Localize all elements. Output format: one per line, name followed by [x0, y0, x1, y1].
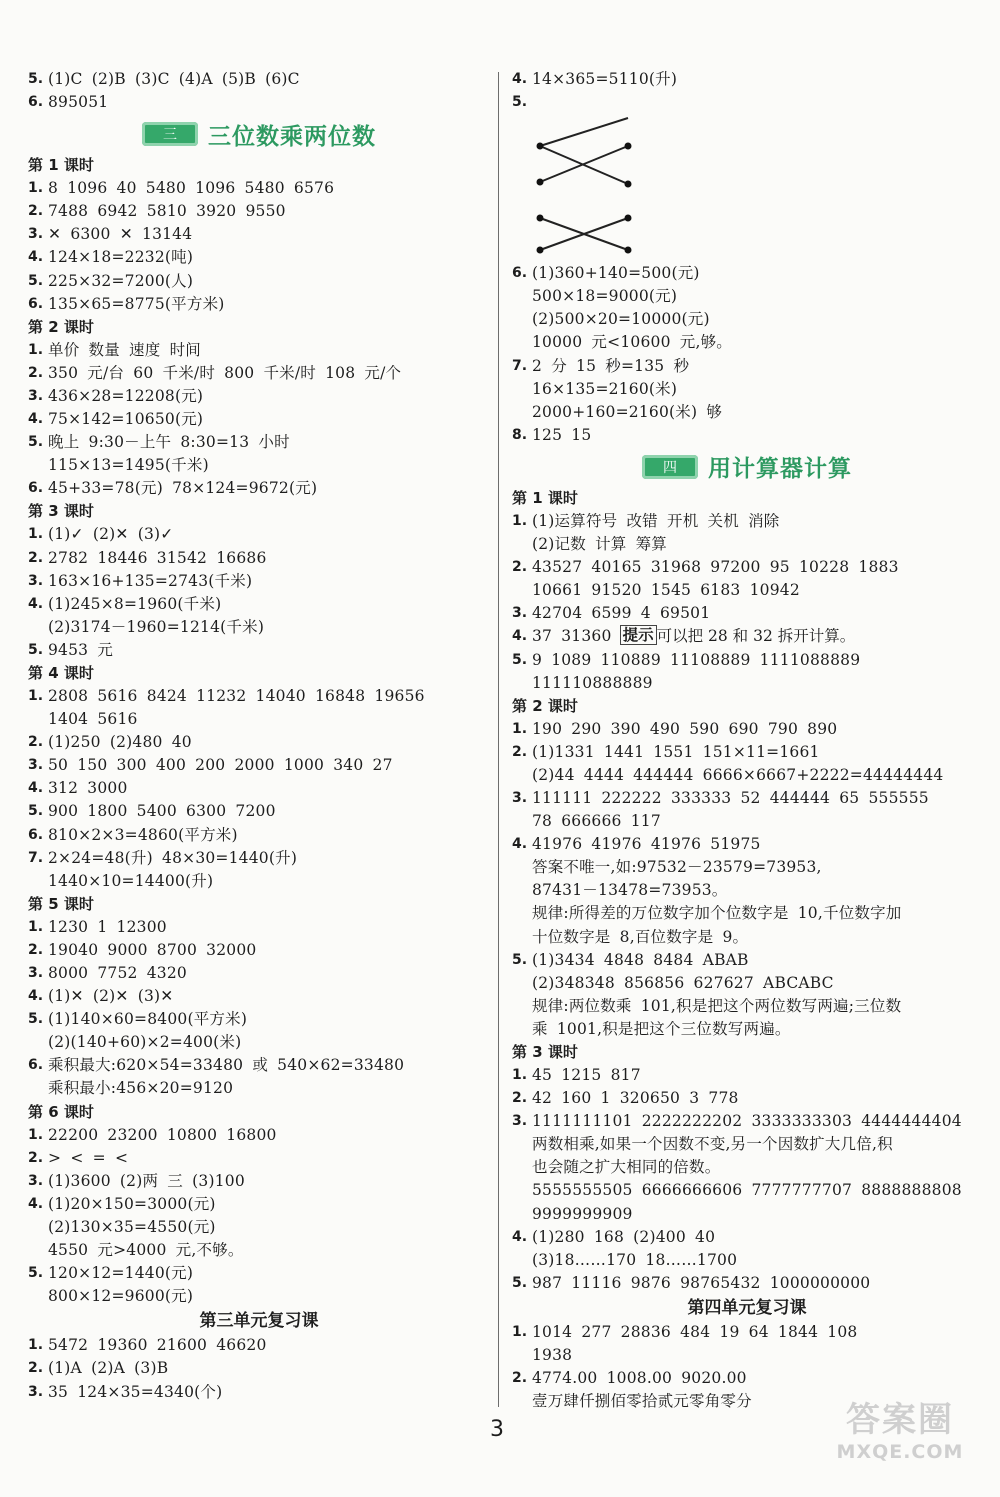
question-number: 5.	[512, 1274, 528, 1291]
question-number: 2.	[512, 1090, 528, 1107]
answer-row	[28, 1285, 490, 1308]
answer-text: 16×135=2160(米)	[532, 379, 678, 398]
answer-text: (1)245×8=1960(千米)	[48, 594, 222, 613]
answer-text: 45+33=78(元) 78×124=9672(元)	[48, 479, 318, 498]
watermark-url: MXQE.COM	[836, 1441, 964, 1463]
answer-row	[28, 1334, 490, 1357]
answer-text: (2)44 4444 444444 6666×6667+2222=44444444	[532, 765, 944, 784]
answer-text: 111110888889	[532, 673, 653, 692]
answer-row	[28, 593, 490, 616]
question-number: 1.	[512, 512, 528, 529]
answer-text: 120×12=1440(元)	[48, 1264, 194, 1283]
answer-row	[28, 523, 490, 546]
answer-row	[28, 824, 490, 847]
answer-row	[512, 68, 982, 91]
answer-row	[512, 602, 982, 625]
answer-text: 42704 6599 4 69501	[532, 604, 711, 623]
question-number: 4.	[28, 780, 44, 797]
answer-text: 895051	[48, 93, 109, 112]
answer-text: 8 1096 40 5480 1096 5480 6576	[48, 179, 335, 198]
watermark	[820, 1392, 980, 1482]
answer-text: 规律:所得差的万位数字加个位数字是 10,千位数字加	[532, 904, 902, 923]
answer-text: 10000 元<10600 元,够。	[532, 333, 732, 352]
question-number: 1.	[512, 720, 528, 737]
right-lessons	[512, 487, 982, 1295]
answer-row	[512, 285, 982, 308]
answer-text: (1)140×60=8400(平方米)	[48, 1010, 248, 1029]
answer-row	[28, 223, 490, 246]
question-number: 4.	[512, 1228, 528, 1245]
question-number: 5.	[512, 94, 528, 111]
lesson-heading: 第 6 课时	[28, 1102, 94, 1121]
answer-text: 78 666666 117	[532, 812, 661, 831]
answer-row	[28, 477, 490, 500]
answer-text: 50 150 300 400 200 2000 1000 340 27	[48, 756, 393, 775]
answer-text: (2)(140+60)×2=400(米)	[48, 1033, 242, 1052]
unit-3-title: 三位数乘两位数	[208, 123, 376, 150]
answer-row	[512, 556, 982, 579]
answer-row	[512, 972, 982, 995]
right-column	[512, 68, 982, 1413]
answer-text: (2)130×35=4550(元)	[48, 1217, 216, 1236]
question-number: 5.	[28, 803, 44, 820]
answer-text: 4774.00 1008.00 9020.00	[532, 1369, 747, 1388]
lesson-heading: 第 2 课时	[512, 696, 578, 715]
hint-tag: 提示	[620, 625, 657, 645]
question-number: 5.	[28, 1011, 44, 1028]
question-number: 2.	[512, 559, 528, 576]
answer-text: 单价 数量 速度 时间	[48, 340, 201, 359]
answer-text: 111111 222222 333333 52 444444 65 555555	[532, 788, 929, 807]
answer-row	[28, 962, 490, 985]
answer-text: 1938	[532, 1346, 573, 1365]
question-number: 1.	[28, 687, 44, 704]
answer-row	[28, 270, 490, 293]
answer-row	[512, 649, 982, 672]
answer-row	[512, 579, 982, 602]
answer-text: 2×24=48(升) 48×30=1440(升)	[48, 848, 298, 867]
hint-text: 可以把 28 和 32 拆开计算。	[656, 627, 856, 646]
question-number: 4.	[28, 411, 44, 428]
unit-3-badge: 三	[142, 122, 198, 146]
answer-text: 37 31360	[532, 627, 612, 646]
answer-row	[512, 926, 982, 949]
question-number: 4.	[28, 988, 44, 1005]
answer-text: 2000+160=2160(米) 够	[532, 402, 723, 421]
answer-row	[512, 1179, 982, 1202]
answer-text: 987 11116 9876 98765432 1000000000	[532, 1273, 871, 1292]
question-number: 3.	[512, 789, 528, 806]
lesson-heading: 第 3 课时	[28, 502, 94, 521]
question-number: 5.	[28, 1265, 44, 1282]
answer-row	[512, 902, 982, 925]
answer-row	[28, 1124, 490, 1147]
question-number: 2.	[512, 743, 528, 760]
question-number: 5.	[28, 641, 44, 658]
answer-row	[512, 1156, 982, 1179]
question-number: 1.	[28, 1126, 44, 1143]
answer-row	[512, 1203, 982, 1226]
answer-row	[512, 741, 982, 764]
answer-row	[512, 401, 982, 424]
answer-text: 规律:两位数乘 101,积是把这个两位数写两遍;三位数	[532, 996, 902, 1015]
answer-text: ✕ 6300 ✕ 13144	[48, 225, 193, 244]
answer-row	[28, 800, 490, 823]
right-top-items	[512, 68, 982, 114]
answer-row	[28, 362, 490, 385]
answer-row	[28, 547, 490, 570]
question-number: 2.	[28, 1360, 44, 1377]
question-number: 1.	[28, 526, 44, 543]
answer-row	[512, 1133, 982, 1156]
answer-text: 壹万肆仟捌佰零拾贰元零角零分	[532, 1392, 752, 1411]
answer-text: 10661 91520 1545 6183 10942	[532, 581, 800, 600]
answer-text: (1)A (2)A (3)B	[48, 1359, 169, 1378]
answer-row	[28, 200, 490, 223]
question-number: 3.	[28, 572, 44, 589]
answer-text: 5472 19360 21600 46620	[48, 1336, 267, 1355]
answer-text: 135×65=8775(平方米)	[48, 294, 225, 313]
question-number: 3.	[512, 605, 528, 622]
answer-text: 1111111101 2222222202 3333333303 4444444404	[532, 1112, 962, 1131]
answer-row	[512, 1344, 982, 1367]
question-number: 4.	[28, 249, 44, 266]
left-lessons	[28, 154, 490, 1308]
page-number: 3	[490, 1417, 504, 1442]
question-number: 3.	[28, 387, 44, 404]
answer-row	[512, 810, 982, 833]
answer-row	[512, 1367, 982, 1390]
answer-text: (1)运算符号 改错 开机 关机 消除	[532, 511, 780, 530]
answer-row	[28, 385, 490, 408]
answer-text: 9453 元	[48, 640, 114, 659]
answer-row	[512, 718, 982, 741]
answer-row	[512, 91, 982, 114]
answer-row	[28, 1262, 490, 1285]
answer-row	[512, 764, 982, 787]
answer-text: 十位数字是 8,百位数字是 9。	[532, 927, 749, 946]
question-number: 7.	[28, 849, 44, 866]
question-number: 4.	[28, 595, 44, 612]
answer-text: 312 3000	[48, 779, 128, 798]
question-number: 1.	[512, 1067, 528, 1083]
answer-row	[512, 1087, 982, 1110]
answer-text: 115×13=1495(千米)	[48, 456, 209, 475]
answer-text: 900 1800 5400 6300 7200	[48, 802, 276, 821]
answer-text: 两数相乘,如果一个因数不变,另一个因数扩大几倍,积	[532, 1135, 893, 1154]
answer-text: 也会随之扩大相同的倍数。	[532, 1158, 721, 1177]
answer-row	[28, 985, 490, 1008]
answer-text: 43527 40165 31968 97200 95 10228 1883	[532, 558, 899, 577]
answer-text: 163×16+135=2743(千米)	[48, 571, 253, 590]
question-number: 1.	[28, 1337, 44, 1354]
unit-3-header	[28, 114, 490, 154]
question-number: 1.	[28, 918, 44, 935]
question-number: 3.	[512, 1113, 528, 1130]
answer-row	[28, 570, 490, 593]
answer-row	[28, 293, 490, 316]
answer-row	[28, 616, 490, 639]
answer-row	[512, 355, 982, 378]
answer-row	[512, 879, 982, 902]
lesson-heading: 第 1 课时	[512, 488, 578, 507]
answer-text: 810×2×3=4860(平方米)	[48, 825, 238, 844]
lesson-heading: 第 2 课时	[28, 317, 94, 336]
answer-text: 乘积最大:620×54=33480 或 540×62=33480	[48, 1056, 405, 1075]
answer-text: (1)✕ (2)✕ (3)✕	[48, 987, 174, 1006]
question-number: 4.	[512, 628, 528, 645]
question-number: 5.	[512, 651, 528, 668]
question-number: 3.	[28, 226, 44, 243]
answer-text: 436×28=12208(元)	[48, 386, 204, 405]
unit-4-badge: 四	[642, 455, 698, 479]
answer-text: 124×18=2232(吨)	[48, 248, 194, 267]
answer-row	[512, 1018, 982, 1041]
review-3-items	[28, 1334, 490, 1403]
answer-text: (3)18……170 18……1700	[532, 1250, 738, 1269]
lesson-heading: 第 1 课时	[28, 156, 94, 175]
answer-row	[512, 833, 982, 856]
answer-text: 14×365=5110(升)	[532, 70, 678, 88]
answer-text: (2)记数 计算 筹算	[532, 535, 668, 554]
question-number: 3.	[28, 965, 44, 981]
question-number: 4.	[512, 71, 528, 87]
answer-text: 190 290 390 490 590 690 790 890	[532, 719, 838, 738]
answer-row	[512, 949, 982, 972]
question-number: 3.	[28, 1383, 44, 1400]
answer-text: 87431－13478=73953。	[532, 881, 728, 900]
question-number: 2.	[28, 364, 44, 381]
answer-row	[28, 847, 490, 870]
answer-text: 晚上 9:30－上午 8:30=13 小时	[48, 433, 290, 452]
answer-row	[28, 916, 490, 939]
answer-row	[512, 331, 982, 354]
answer-text: > < = <	[48, 1148, 129, 1167]
answer-row	[512, 1249, 982, 1272]
question-number: 2.	[512, 1370, 528, 1387]
question-number: 8.	[512, 426, 528, 443]
answer-row	[512, 510, 982, 533]
answer-text: 9999999909	[532, 1204, 633, 1223]
answer-text: 2 分 15 秒=135 秒	[532, 356, 690, 375]
question-number: 6.	[512, 265, 528, 282]
answer-row	[28, 731, 490, 754]
answer-text: 2782 18446 31542 16686	[48, 548, 267, 567]
question-number: 6.	[28, 295, 44, 312]
question-number: 2.	[28, 203, 44, 220]
left-column	[28, 68, 490, 1404]
lesson-heading: 第 5 课时	[28, 894, 94, 913]
answer-row	[512, 787, 982, 810]
answer-row	[28, 1193, 490, 1216]
answer-text: 800×12=9600(元)	[48, 1287, 194, 1306]
answer-row	[28, 639, 490, 662]
answer-text: (1)3434 4848 8484 ABAB	[532, 950, 749, 969]
answer-row	[28, 1357, 490, 1380]
question-number: 6.	[28, 94, 44, 111]
answer-row	[28, 870, 490, 893]
answer-row	[512, 533, 982, 556]
question-number: 5.	[28, 272, 44, 289]
lesson-heading: 第 3 课时	[512, 1043, 578, 1061]
answer-row	[28, 454, 490, 477]
question-number: 4.	[28, 1195, 44, 1212]
question-number: 1.	[512, 1323, 528, 1340]
answer-row	[28, 91, 490, 114]
answer-row	[28, 339, 490, 362]
answer-text: (1)C (2)B (3)C (4)A (5)B (6)C	[48, 70, 300, 88]
answer-text: (1)20×150=3000(元)	[48, 1194, 216, 1213]
unit-4-title: 用计算器计算	[708, 456, 852, 483]
question-number: 2.	[28, 549, 44, 566]
question-number: 7.	[512, 357, 528, 374]
answer-row	[28, 177, 490, 200]
question-number: 6.	[28, 480, 44, 497]
answer-text: 9 1089 110889 11108889 1111088889	[532, 650, 861, 669]
lesson-heading: 第 4 课时	[28, 663, 94, 682]
answer-text: 2808 5616 8424 11232 14040 16848 19656	[48, 686, 425, 705]
answer-row	[28, 777, 490, 800]
answer-row	[512, 1321, 982, 1344]
answer-row	[512, 308, 982, 331]
answer-row	[512, 1110, 982, 1133]
answer-text: (2)3174－1960=1214(千米)	[48, 617, 265, 636]
answer-text: 41976 41976 41976 51975	[532, 835, 761, 854]
answer-text: 350 元/台 60 千米/时 800 千米/时 108 元/个	[48, 363, 402, 382]
question-number: 2.	[28, 1149, 44, 1166]
answer-row	[28, 1008, 490, 1031]
answer-text: 乘积最小:456×20=9120	[48, 1079, 234, 1098]
answer-text: (1)3600 (2)两 三 (3)100	[48, 1171, 245, 1190]
answer-row	[28, 939, 490, 962]
answer-row	[28, 1216, 490, 1239]
answer-text: 1440×10=14400(升)	[48, 871, 214, 890]
answer-row	[512, 424, 982, 447]
matching-lines	[532, 114, 662, 262]
answer-row	[512, 1064, 982, 1087]
watermark-logo-text: 答案圈	[846, 1400, 954, 1440]
answer-text: 1230 1 12300	[48, 917, 167, 936]
answer-text: 乘 1001,积是把这个三位数写两遍。	[532, 1019, 791, 1038]
answer-text: 225×32=7200(人)	[48, 271, 194, 290]
answer-text: (1)360+140=500(元)	[532, 264, 700, 283]
answer-row	[512, 262, 982, 285]
answer-row	[28, 1054, 490, 1077]
answer-text: 8000 7752 4320	[48, 964, 187, 982]
review-3-title: 第三单元复习课	[199, 1311, 319, 1332]
answer-text: (2)500×20=10000(元)	[532, 310, 710, 329]
answer-row	[512, 856, 982, 879]
question-number: 5.	[28, 434, 44, 451]
answer-text: 答案不唯一,如:97532－23579=73953,	[532, 858, 822, 877]
answer-row	[28, 685, 490, 708]
answer-text: (1)1331 1441 1551 151×11=1661	[532, 742, 820, 761]
answer-row	[512, 995, 982, 1018]
answer-text: (1)280 168 (2)400 40	[532, 1227, 716, 1246]
column-divider	[498, 72, 499, 1407]
answer-row	[512, 378, 982, 401]
question-number: 5.	[512, 951, 528, 968]
answer-text: (2)348348 856856 627627 ABCABC	[532, 973, 834, 992]
matching-diagram	[532, 114, 982, 262]
answer-text: 1404 5616	[48, 710, 138, 729]
left-top-items	[28, 68, 490, 114]
answer-row	[28, 1239, 490, 1262]
answer-text: 35 124×35=4340(个)	[48, 1382, 223, 1401]
question-number: 6.	[28, 826, 44, 843]
question-number: 5.	[28, 71, 44, 87]
answer-text: 19040 9000 8700 32000	[48, 940, 257, 959]
answer-row	[512, 1272, 982, 1295]
right-after-diagram	[512, 262, 982, 447]
answer-text: 5555555505 6666666606 7777777707 8888888808	[532, 1181, 962, 1200]
answer-text: 22200 23200 10800 16800	[48, 1125, 277, 1144]
question-number: 2.	[28, 941, 44, 958]
unit-4-header	[512, 447, 982, 487]
question-number: 1.	[28, 341, 44, 358]
answer-row	[28, 408, 490, 431]
answer-row	[28, 431, 490, 454]
question-number: 4.	[512, 836, 528, 853]
answer-row	[28, 1147, 490, 1170]
answer-text: 75×142=10650(元)	[48, 410, 204, 429]
question-number: 2.	[28, 734, 44, 751]
answer-text: (1)250 (2)480 40	[48, 733, 192, 752]
question-number: 1.	[28, 180, 44, 197]
question-number: 3.	[28, 757, 44, 774]
answer-text: 7488 6942 5810 3920 9550	[48, 202, 286, 221]
answer-row	[28, 1031, 490, 1054]
answer-row	[512, 625, 982, 648]
answer-text: 1014 277 28836 484 19 64 1844 108	[532, 1322, 858, 1341]
answer-text: (1)✓ (2)✕ (3)✓	[48, 525, 174, 544]
answer-row	[28, 1077, 490, 1100]
answer-row	[28, 68, 490, 91]
answer-text: 45 1215 817	[532, 1066, 641, 1084]
answer-text: 500×18=9000(元)	[532, 287, 678, 306]
question-number: 6.	[28, 1057, 44, 1074]
answer-row	[28, 246, 490, 269]
review-4-title: 第四单元复习课	[687, 1297, 807, 1318]
question-number: 3.	[28, 1172, 44, 1189]
answer-text: 42 160 1 320650 3 778	[532, 1089, 739, 1108]
answer-row	[28, 754, 490, 777]
answer-row	[512, 672, 982, 695]
answer-text: 4550 元>4000 元,不够。	[48, 1241, 244, 1260]
answer-row	[512, 1226, 982, 1249]
answer-row	[28, 708, 490, 731]
answer-row	[28, 1170, 490, 1193]
answer-text: 125 15	[532, 425, 592, 444]
answer-row	[28, 1381, 490, 1404]
